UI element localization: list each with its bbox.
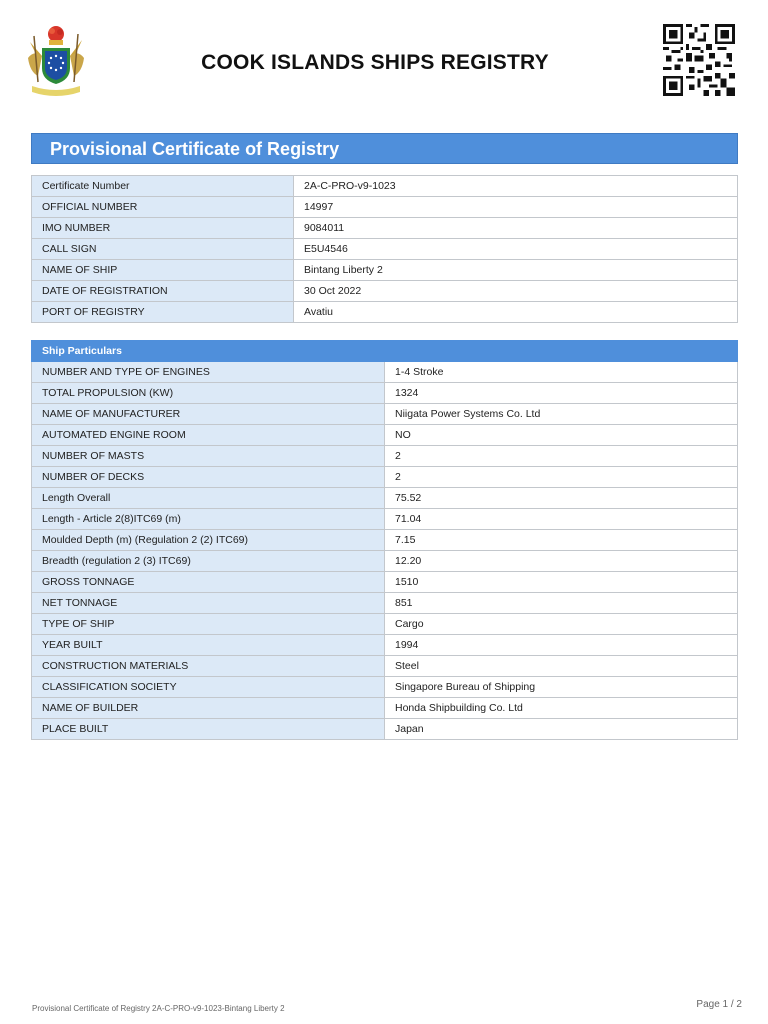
table-row — [32, 239, 738, 260]
footer-document-reference: Provisional Certificate of Registry 2A-C-PRO-v9-1023-Bintang Liberty 2 — [32, 1004, 285, 1013]
field-value: 1994 — [385, 635, 738, 656]
table-row — [32, 362, 738, 383]
field-value: 851 — [385, 593, 738, 614]
field-label: YEAR BUILT — [32, 635, 385, 656]
field-label: NAME OF MANUFACTURER — [32, 404, 385, 425]
field-value: 30 Oct 2022 — [294, 281, 738, 302]
page-header — [0, 0, 768, 120]
table-row — [32, 593, 738, 614]
table-row — [32, 281, 738, 302]
field-label: DATE OF REGISTRATION — [32, 281, 294, 302]
field-value: 1324 — [385, 383, 738, 404]
field-value: E5U4546 — [294, 239, 738, 260]
field-value: 14997 — [294, 197, 738, 218]
table-row — [32, 302, 738, 323]
field-label: NAME OF BUILDER — [32, 698, 385, 719]
field-value: Singapore Bureau of Shipping — [385, 677, 738, 698]
field-label: NET TONNAGE — [32, 593, 385, 614]
field-value: Steel — [385, 656, 738, 677]
field-label: Length Overall — [32, 488, 385, 509]
table-row — [32, 509, 738, 530]
field-value: 71.04 — [385, 509, 738, 530]
field-value: 12.20 — [385, 551, 738, 572]
table-row — [32, 635, 738, 656]
field-value: 1510 — [385, 572, 738, 593]
field-value: Cargo — [385, 614, 738, 635]
table-row — [32, 446, 738, 467]
table-row — [32, 176, 738, 197]
field-label: OFFICIAL NUMBER — [32, 197, 294, 218]
field-label: TYPE OF SHIP — [32, 614, 385, 635]
table-row — [32, 656, 738, 677]
table-row — [32, 719, 738, 740]
field-label: TOTAL PROPULSION (KW) — [32, 383, 385, 404]
cook-islands-coat-of-arms-icon — [24, 22, 88, 98]
table-row — [32, 383, 738, 404]
field-label: CALL SIGN — [32, 239, 294, 260]
field-label: PORT OF REGISTRY — [32, 302, 294, 323]
field-value: NO — [385, 425, 738, 446]
field-label: CONSTRUCTION MATERIALS — [32, 656, 385, 677]
field-value: 7.15 — [385, 530, 738, 551]
field-label: NUMBER OF DECKS — [32, 467, 385, 488]
table-row — [32, 614, 738, 635]
table-row — [32, 218, 738, 239]
field-value: Honda Shipbuilding Co. Ltd — [385, 698, 738, 719]
table-row — [32, 260, 738, 281]
field-label: Moulded Depth (m) (Regulation 2 (2) ITC69) — [32, 530, 385, 551]
table-row — [32, 572, 738, 593]
ship-particulars-table — [31, 340, 738, 740]
page-number: Page 1 / 2 — [696, 999, 742, 1010]
page-title: COOK ISLANDS SHIPS REGISTRY — [201, 51, 549, 74]
table-row — [32, 488, 738, 509]
ship-particulars-heading-row — [32, 341, 738, 362]
qr-code-icon — [662, 24, 736, 96]
field-value: Bintang Liberty 2 — [294, 260, 738, 281]
field-value: Avatiu — [294, 302, 738, 323]
field-value: 2A-C-PRO-v9-1023 — [294, 176, 738, 197]
table-row — [32, 551, 738, 572]
certificate-heading: Provisional Certificate of Registry — [31, 133, 738, 164]
field-value: 2 — [385, 446, 738, 467]
field-label: PLACE BUILT — [32, 719, 385, 740]
field-label: NAME OF SHIP — [32, 260, 294, 281]
field-label: NUMBER OF MASTS — [32, 446, 385, 467]
table-row — [32, 197, 738, 218]
field-label: Certificate Number — [32, 176, 294, 197]
field-label: CLASSIFICATION SOCIETY — [32, 677, 385, 698]
table-row — [32, 530, 738, 551]
table-row — [32, 698, 738, 719]
field-value: Niigata Power Systems Co. Ltd — [385, 404, 738, 425]
field-label: AUTOMATED ENGINE ROOM — [32, 425, 385, 446]
field-value: 9084011 — [294, 218, 738, 239]
table-row — [32, 677, 738, 698]
table-row — [32, 467, 738, 488]
field-label: Length - Article 2(8)ITC69 (m) — [32, 509, 385, 530]
certificate-details-table — [31, 175, 738, 323]
field-label: GROSS TONNAGE — [32, 572, 385, 593]
field-value: 75.52 — [385, 488, 738, 509]
field-label: IMO NUMBER — [32, 218, 294, 239]
ship-particulars-heading: Ship Particulars — [32, 341, 738, 362]
field-label: Breadth (regulation 2 (3) ITC69) — [32, 551, 385, 572]
field-value: 1-4 Stroke — [385, 362, 738, 383]
field-value: Japan — [385, 719, 738, 740]
field-label: NUMBER AND TYPE OF ENGINES — [32, 362, 385, 383]
field-value: 2 — [385, 467, 738, 488]
table-row — [32, 404, 738, 425]
table-row — [32, 425, 738, 446]
